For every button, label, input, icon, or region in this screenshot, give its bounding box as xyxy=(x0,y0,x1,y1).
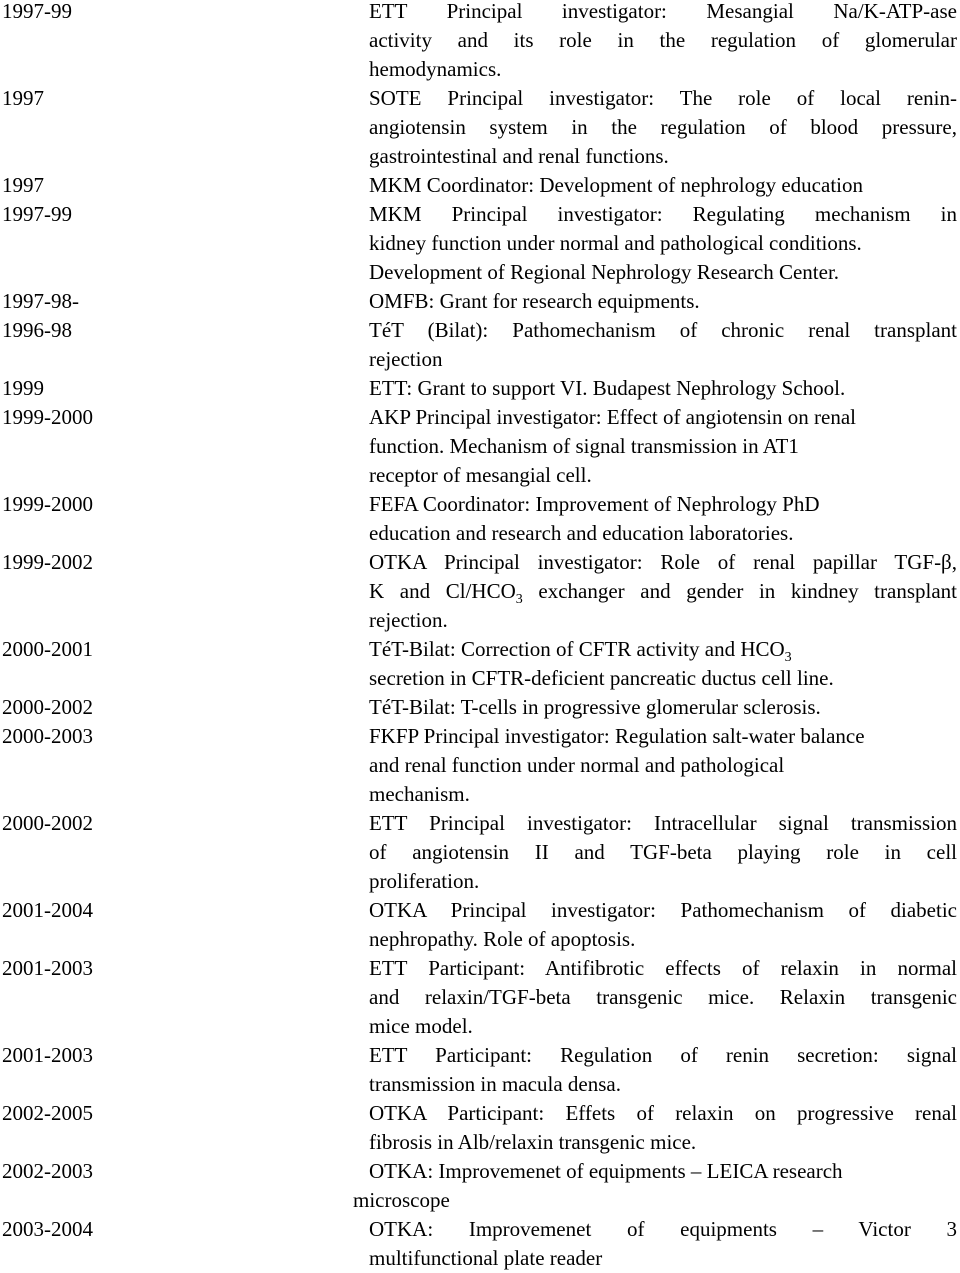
description-line: FKFP Principal investigator: Regulation salt-water balance xyxy=(369,724,865,748)
grant-description xyxy=(369,1099,957,1157)
grant-description xyxy=(369,84,957,171)
description-line: OTKA Principal investigator: Pathomechanism of diabetic xyxy=(369,898,957,922)
line-text: K and Cl/HCO xyxy=(369,579,516,603)
subscript: 3 xyxy=(784,650,792,665)
description-line: MKM Principal investigator: Regulating mechanism in xyxy=(369,202,957,226)
description-line: transmission in macula densa. xyxy=(369,1072,621,1096)
description-line: and renal function under normal and pathological xyxy=(369,753,785,777)
grant-entry xyxy=(0,1041,960,1099)
grant-period: 2002-2003 xyxy=(2,1159,93,1183)
description-line: mechanism. xyxy=(369,782,470,806)
description-line: OMFB: Grant for research equipments. xyxy=(369,289,700,313)
description-line: hemodynamics. xyxy=(369,57,502,81)
description-line: kidney function under normal and pathological conditions. xyxy=(369,231,862,255)
description-line: function. Mechanism of signal transmission in AT1 xyxy=(369,434,799,458)
grant-entry xyxy=(0,1215,960,1273)
grant-period: 1997-99 xyxy=(2,202,72,226)
grant-entry xyxy=(0,490,960,548)
subscript: 3 xyxy=(515,592,523,607)
grant-period: 2000-2001 xyxy=(2,637,93,661)
description-line: multifunctional plate reader xyxy=(369,1246,603,1270)
description-line xyxy=(369,635,957,664)
description-line: ETT: Grant to support VI. Budapest Nephrology School. xyxy=(369,376,846,400)
description-line: ETT Principal investigator: Mesangial Na/K-ATP-ase xyxy=(369,0,957,23)
grant-period: 2001-2003 xyxy=(2,956,93,980)
grant-period: 1996-98 xyxy=(2,318,72,342)
grant-period: 2001-2003 xyxy=(2,1043,93,1067)
grant-description xyxy=(369,374,957,403)
grant-period: 2001-2004 xyxy=(2,898,93,922)
description-line: secretion in CFTR-deficient pancreatic ductus cell line. xyxy=(369,666,834,690)
description-line: ETT Principal investigator: Intracellular signal transmission xyxy=(369,811,957,835)
description-line: FEFA Coordinator: Improvement of Nephrology PhD xyxy=(369,492,820,516)
grant-description xyxy=(369,490,957,548)
description-line: OTKA Principal investigator: Role of renal papillar TGF-β, xyxy=(369,550,957,574)
description-line: rejection. xyxy=(369,608,448,632)
description-line: OTKA Participant: Effets of relaxin on progressive renal xyxy=(369,1101,957,1125)
grant-entry xyxy=(0,171,960,200)
description-line: education and research and education laboratories. xyxy=(369,521,794,545)
grant-period: 1997-99 xyxy=(2,0,72,23)
description-line: ETT Participant: Regulation of renin secretion: signal xyxy=(369,1043,957,1067)
grant-period: 1999 xyxy=(2,376,44,400)
grant-entry xyxy=(0,548,960,635)
grant-entry xyxy=(0,84,960,171)
grant-description xyxy=(369,200,957,287)
grant-entry xyxy=(0,635,960,693)
description-line: activity and its role in the regulation of glomerular xyxy=(369,28,957,52)
grant-description xyxy=(369,548,957,635)
description-line: of angiotensin II and TGF-beta playing role in cell xyxy=(369,840,957,864)
grant-description xyxy=(369,722,957,809)
grant-entry xyxy=(0,403,960,490)
description-line: ETT Participant: Antifibrotic effects of relaxin in normal xyxy=(369,956,957,980)
description-line: angiotensin system in the regulation of blood pressure, xyxy=(369,115,957,139)
grant-entry xyxy=(0,1099,960,1157)
grant-entry xyxy=(0,374,960,403)
grant-description xyxy=(369,693,957,722)
grant-period: 2003-2004 xyxy=(2,1217,93,1241)
description-line: OTKA: Improvemenet of equipments – Victor 3 xyxy=(369,1217,957,1241)
grant-period: 1999-2000 xyxy=(2,492,93,516)
description-line: receptor of mesangial cell. xyxy=(369,463,592,487)
description-line: TéT-Bilat: T-cells in progressive glomerular sclerosis. xyxy=(369,695,821,719)
grant-period: 1997 xyxy=(2,173,44,197)
grant-description xyxy=(369,1215,957,1273)
grant-period: 2002-2005 xyxy=(2,1101,93,1125)
grant-entry xyxy=(0,722,960,809)
grant-description xyxy=(369,0,957,84)
grant-period: 1999-2002 xyxy=(2,550,93,574)
grant-description xyxy=(369,1041,957,1099)
grant-description xyxy=(369,896,957,954)
grant-description xyxy=(369,954,957,1041)
description-line: MKM Coordinator: Development of nephrology education xyxy=(369,173,863,197)
grant-entry xyxy=(0,200,960,287)
grant-entry xyxy=(0,316,960,374)
grant-period: 2000-2002 xyxy=(2,811,93,835)
grant-period: 2000-2002 xyxy=(2,695,93,719)
grant-period: 1997-98- xyxy=(2,289,79,313)
grant-period: 1999-2000 xyxy=(2,405,93,429)
grant-description xyxy=(353,1157,957,1215)
grant-period: 1997 xyxy=(2,86,44,110)
description-line: Development of Regional Nephrology Research Center. xyxy=(369,260,840,284)
description-line: mice model. xyxy=(369,1014,473,1038)
description-line: and relaxin/TGF-beta transgenic mice. Relaxin transgenic xyxy=(369,985,957,1009)
description-line: SOTE Principal investigator: The role of local renin- xyxy=(369,86,957,110)
description-line: fibrosis in Alb/relaxin transgenic mice. xyxy=(369,1130,697,1154)
description-line: TéT (Bilat): Pathomechanism of chronic renal transplant xyxy=(369,318,957,342)
description-line: OTKA: Improvemenet of equipments – LEICA research xyxy=(369,1159,843,1183)
grant-description xyxy=(369,287,957,316)
grant-entry xyxy=(0,1157,960,1215)
line-text: TéT-Bilat: Correction of CFTR activity and HCO xyxy=(369,637,785,661)
description-line: gastrointestinal and renal functions. xyxy=(369,144,669,168)
grant-description xyxy=(369,316,957,374)
grant-entry xyxy=(0,0,960,84)
grant-entry xyxy=(0,693,960,722)
description-line: rejection xyxy=(369,347,443,371)
description-line: nephropathy. Role of apoptosis. xyxy=(369,927,636,951)
description-line xyxy=(369,577,957,606)
description-line: AKP Principal investigator: Effect of angiotensin on renal xyxy=(369,405,856,429)
grant-entry xyxy=(0,287,960,316)
grant-entry xyxy=(0,809,960,896)
grant-description xyxy=(369,635,957,693)
description-line: proliferation. xyxy=(369,869,480,893)
grant-description xyxy=(369,171,957,200)
description-line: microscope xyxy=(353,1188,450,1212)
grant-entry xyxy=(0,896,960,954)
grant-entry xyxy=(0,954,960,1041)
grant-description xyxy=(369,403,957,490)
line-text: exchanger and gender in kindney transplant xyxy=(522,579,957,603)
grant-description xyxy=(369,809,957,896)
grant-period: 2000-2003 xyxy=(2,724,93,748)
